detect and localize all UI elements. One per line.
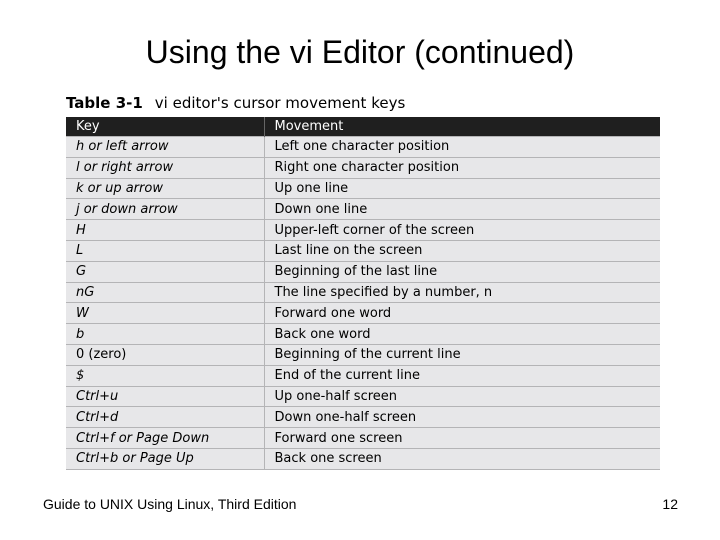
slide-title: Using the vi Editor (continued) — [145, 34, 575, 70]
table-caption-label: Table 3-1 — [66, 94, 143, 112]
movement-cell: The line specified by a number, n — [264, 282, 660, 303]
table-row — [66, 386, 660, 407]
table-row — [66, 448, 660, 469]
movement-cell: Forward one word — [264, 303, 660, 324]
header-movement: Movement — [264, 117, 660, 137]
key-cell: Ctrl+f or Page Down — [66, 428, 264, 449]
key-cell: b — [66, 324, 264, 345]
table-row — [66, 199, 660, 220]
key-cell: Ctrl+u — [66, 386, 264, 407]
movement-cell: Forward one screen — [264, 428, 660, 449]
movement-cell: Beginning of the current line — [264, 344, 660, 365]
key-cell: L — [66, 240, 264, 261]
footer-text: Guide to UNIX Using Linux, Third Edition — [43, 496, 297, 512]
key-cell: h or left arrow — [66, 137, 264, 158]
header-key: Key — [66, 117, 264, 137]
movement-cell: Back one screen — [264, 448, 660, 469]
key-cell: j or down arrow — [66, 199, 264, 220]
movement-cell: Down one line — [264, 199, 660, 220]
key-cell: 0 (zero) — [66, 344, 264, 365]
table-row — [66, 282, 660, 303]
table-row — [66, 303, 660, 324]
table-row — [66, 240, 660, 261]
table-row — [66, 365, 660, 386]
key-cell: G — [66, 261, 264, 282]
movement-cell: Beginning of the last line — [264, 261, 660, 282]
table-row — [66, 261, 660, 282]
key-cell: $ — [66, 365, 264, 386]
movement-cell: Upper-left corner of the screen — [264, 220, 660, 241]
movement-cell: Left one character position — [264, 137, 660, 158]
key-cell: l or right arrow — [66, 157, 264, 178]
key-cell: W — [66, 303, 264, 324]
key-cell: nG — [66, 282, 264, 303]
movement-cell: Up one-half screen — [264, 386, 660, 407]
key-cell: Ctrl+d — [66, 407, 264, 428]
page-number: 12 — [662, 496, 678, 512]
movement-cell: Back one word — [264, 324, 660, 345]
table-caption-text: vi editor's cursor movement keys — [154, 94, 406, 112]
table-row — [66, 178, 660, 199]
table-row — [66, 428, 660, 449]
key-cell: Ctrl+b or Page Up — [66, 448, 264, 469]
table-row — [66, 407, 660, 428]
table-row — [66, 157, 660, 178]
movement-cell: Down one-half screen — [264, 407, 660, 428]
movement-cell: Up one line — [264, 178, 660, 199]
movement-cell: Last line on the screen — [264, 240, 660, 261]
movement-cell: Right one character position — [264, 157, 660, 178]
table-header-row — [66, 117, 660, 137]
key-cell: H — [66, 220, 264, 241]
key-cell: k or up arrow — [66, 178, 264, 199]
cursor-keys-table — [66, 117, 660, 470]
table-row — [66, 137, 660, 158]
table-caption — [66, 92, 405, 114]
movement-cell: End of the current line — [264, 365, 660, 386]
table-row — [66, 344, 660, 365]
table-row — [66, 220, 660, 241]
table-row — [66, 324, 660, 345]
